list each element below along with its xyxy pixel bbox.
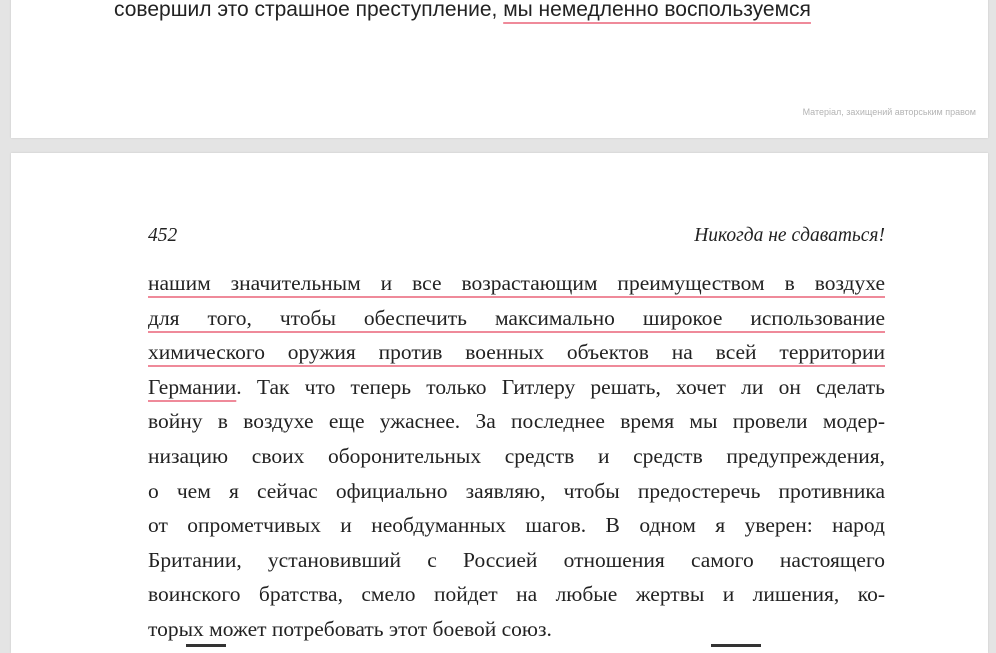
highlighted-text[interactable]: для того, чтобы обеспечить максимально широкое использование [148, 305, 885, 330]
text-line: о чем я сейчас официально заявляю, чтобы предостеречь противника [148, 478, 885, 503]
text-line [148, 335, 885, 370]
text-line [114, 0, 811, 22]
text-line [148, 266, 885, 301]
highlighted-text[interactable]: химического оружия против военных объектов на всей территории [148, 340, 885, 365]
highlighted-text[interactable]: Германии [148, 374, 237, 399]
running-header [148, 225, 885, 247]
current-page [11, 153, 988, 653]
previous-page [11, 0, 988, 138]
cut-off-text-fragment [186, 644, 226, 647]
text-segment: совершил это страшное преступление, [114, 0, 504, 21]
text-line [148, 301, 885, 336]
text-segment: . Так что теперь только Гитлеру решать, хочет ли он сделать [236, 374, 885, 399]
page-number: 452 [148, 225, 178, 246]
text-line [148, 370, 885, 405]
text-line: торых может потребовать этот боевой союз. [148, 616, 552, 641]
cut-off-text-fragment [711, 644, 761, 647]
copyright-watermark: Матеріал, захищений авторським правом [802, 107, 976, 117]
text-line: воинского братства, смело пойдет на любые жертвы и лишения, ко- [148, 582, 885, 607]
highlighted-text[interactable]: нашим значительным и все возрастающим преимуществом в воздухе [148, 271, 885, 295]
text-line: Британии, установивший с Россией отношения самого настоящего [148, 547, 885, 572]
text-line: от опрометчивых и необдуманных шагов. В одном я уверен: народ [148, 513, 885, 538]
highlighted-text[interactable]: мы немедленно воспользуемся [503, 0, 811, 21]
text-line: войну в воздухе еще ужаснее. За последнее время мы провели модер- [148, 409, 885, 434]
running-title: Никогда не сдаваться! [694, 225, 885, 246]
body-text [148, 266, 885, 647]
text-line: низацию своих оборонительных средств и средств предупреждения, [148, 443, 885, 468]
